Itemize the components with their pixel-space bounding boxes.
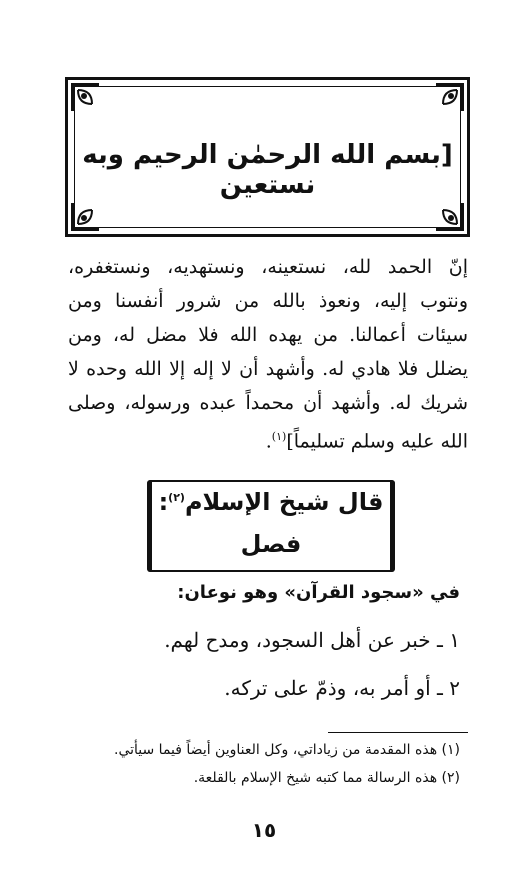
ornament-corner-icon: [70, 202, 100, 232]
basmala-heading: [بسم الله الرحمٰن الرحيم وبه نستعين: [82, 140, 453, 200]
basmala-frame: [65, 77, 470, 237]
section-title: [149, 488, 393, 516]
ornament-corner-icon: [435, 82, 465, 112]
intro-paragraph-text: إنّ الحمد لله، نستعينه، ونستهديه، ونستغفره، ونتوب إليه، ونعوذ بالله من شرور أنفسنا ومن سيئات أعمالنا. من يهده الله فلا مضل له، ومن يضلل فلا هادي له. وأشهد أن لا إله إلا الله وحده لا شريك له. وأشهد أن محمداً عبده ورسوله، وصلى الله عليه وسلم تسليماً]: [68, 256, 468, 453]
footnote: (٢) هذه الرسالة مما كتبه شيخ الإسلام بالقلعة.: [193, 770, 460, 786]
list-item: ٢ ـ أو أمر به، وذمّ على تركه.: [224, 676, 460, 700]
footnote-ref-1: (١): [271, 430, 287, 443]
ornament-corner-icon: [70, 82, 100, 112]
body-intro: في «سجود القرآن» وهو نوعان:: [177, 582, 460, 603]
footnote-ref-2: (٢): [168, 491, 185, 504]
footnote: (١) هذه المقدمة من زياداتي، وكل العناوين أيضاً فيما سيأتي.: [114, 742, 460, 758]
ornament-corner-icon: [435, 202, 465, 232]
section-box: [147, 480, 395, 572]
section-subtitle: فصل: [240, 530, 302, 558]
intro-paragraph-end: .: [265, 430, 272, 453]
page-number: ١٥: [251, 818, 277, 842]
list-item: ١ ـ خبر عن أهل السجود، ومدح لهم.: [164, 628, 460, 652]
section-title-text: قال شيخ الإسلام: [184, 488, 384, 516]
footnote-divider: [328, 732, 468, 733]
section-title-colon: :: [158, 488, 169, 516]
intro-paragraph: [68, 250, 468, 458]
